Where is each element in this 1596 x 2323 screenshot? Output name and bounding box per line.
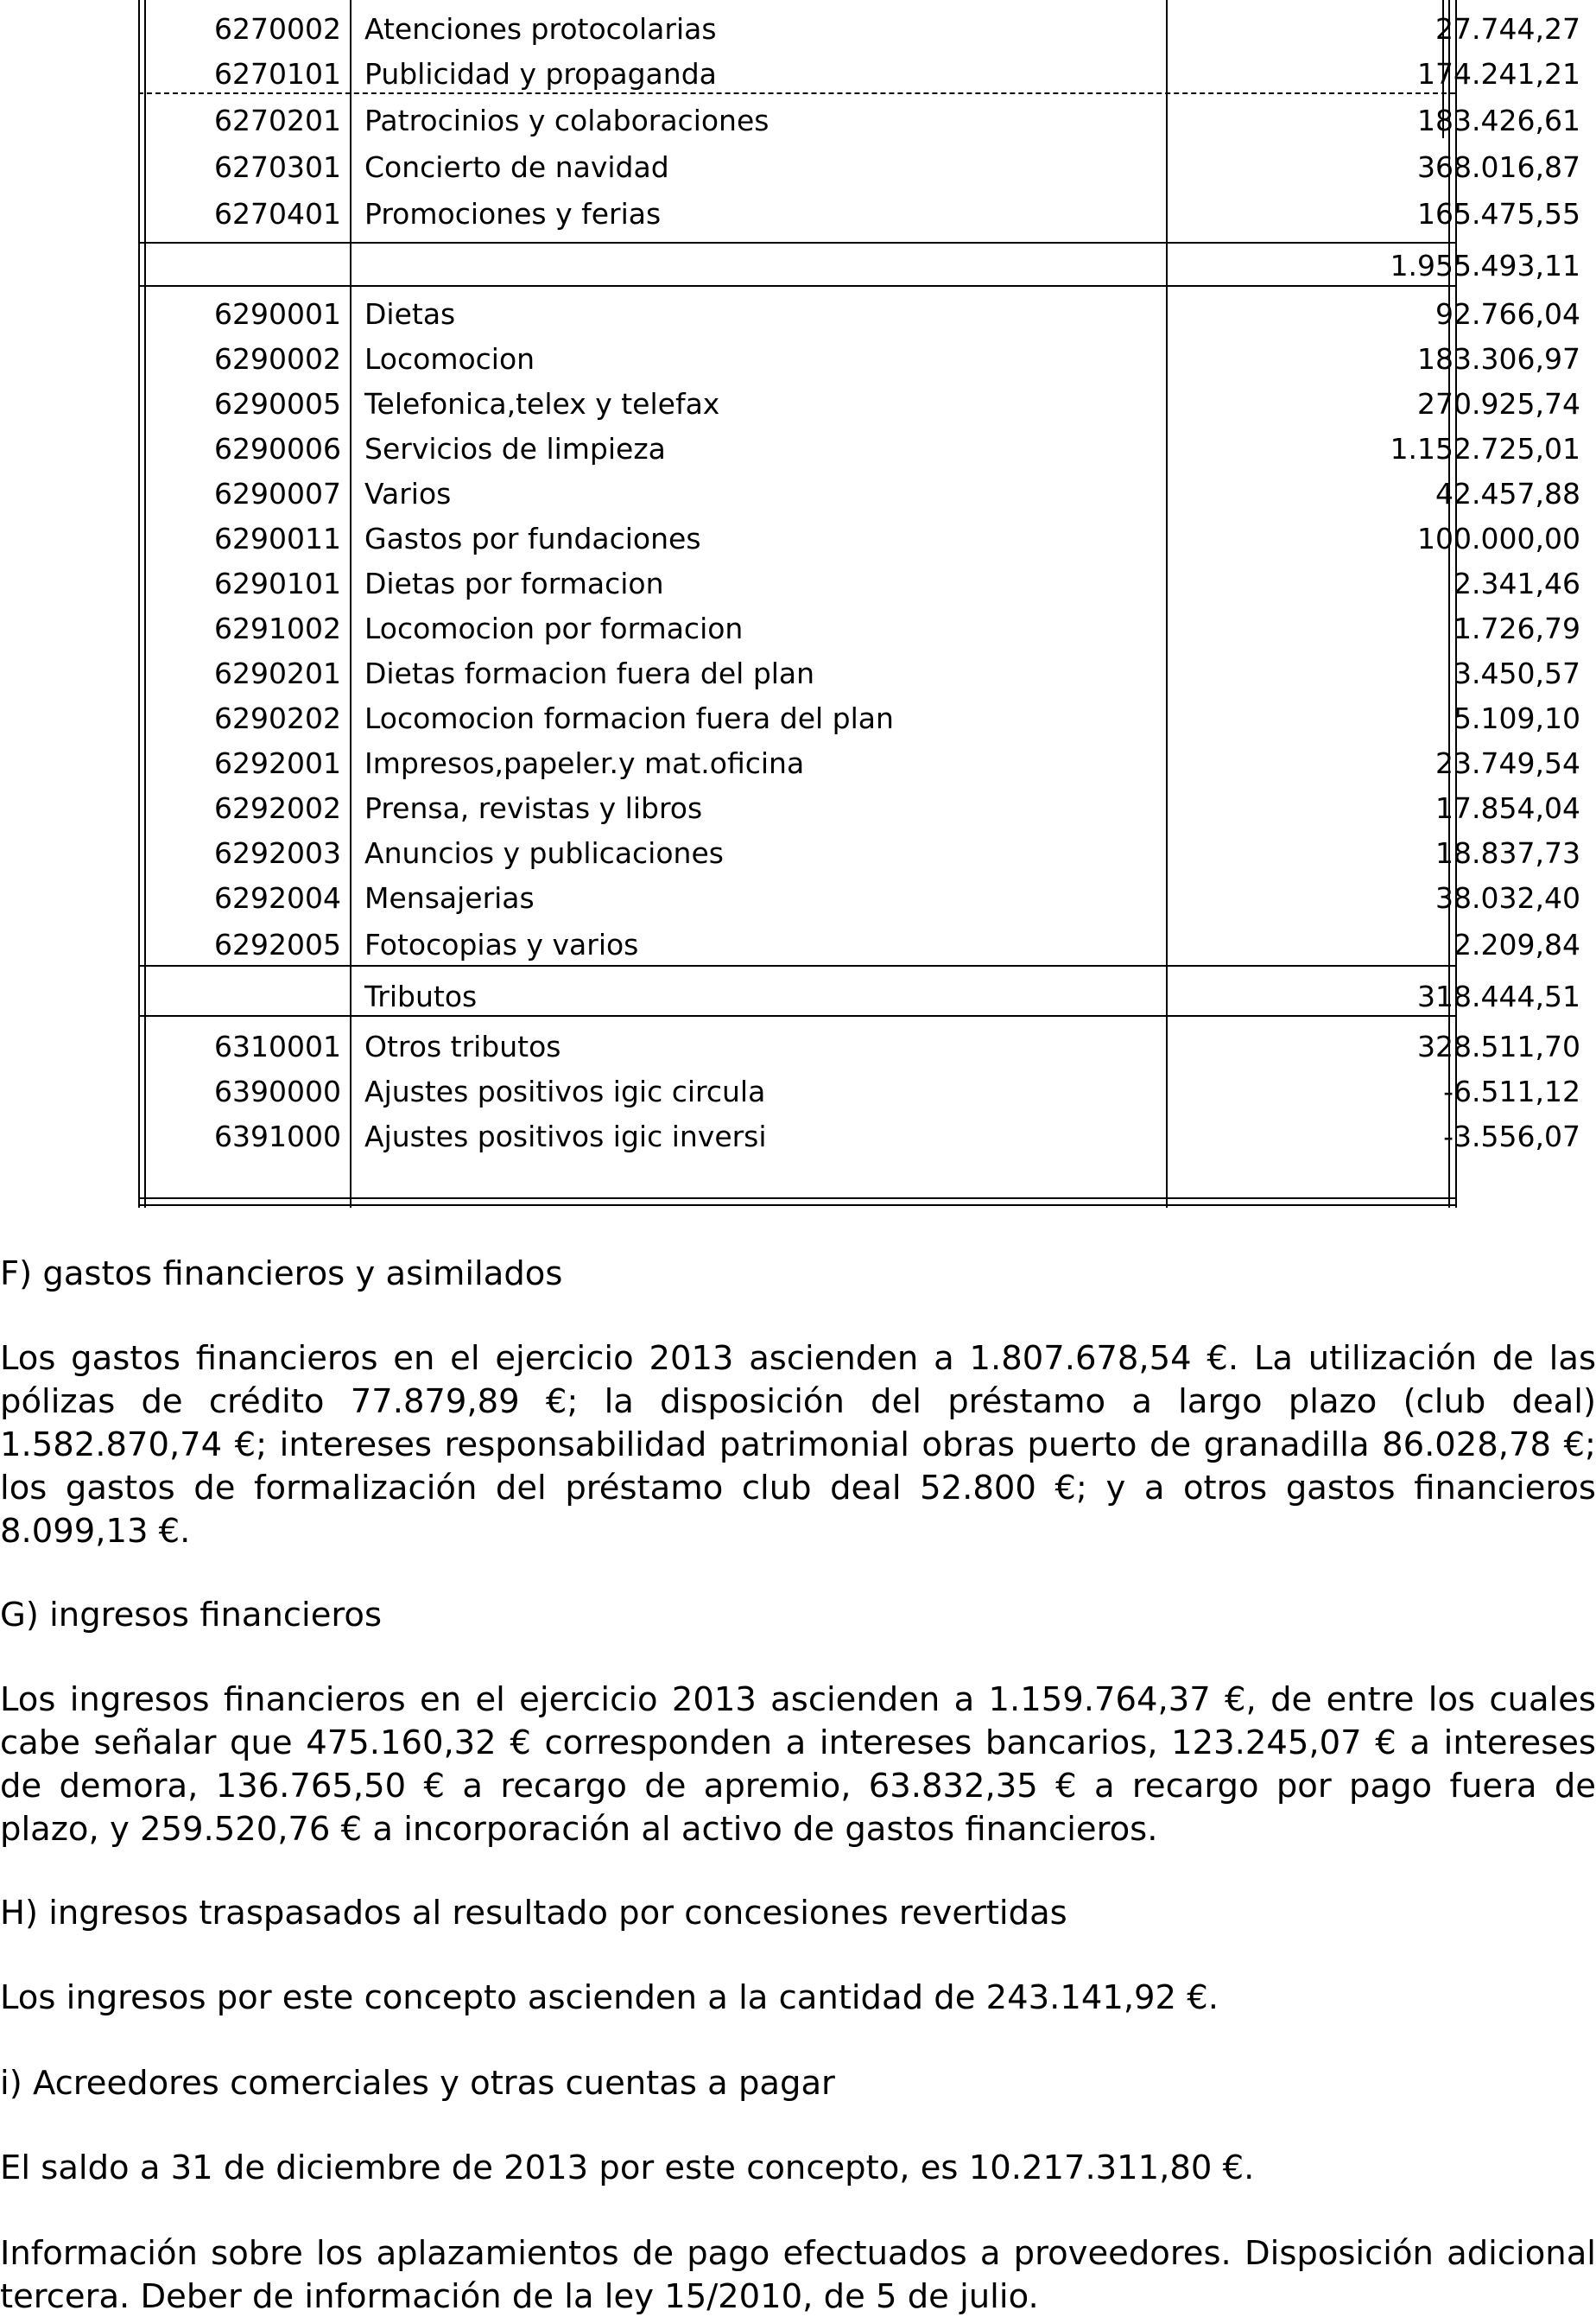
- table-row: [138, 98, 1580, 143]
- account-description: Otros tributos: [364, 1030, 561, 1063]
- table-row: [138, 382, 1580, 427]
- account-description: Mensajerias: [364, 881, 535, 915]
- account-amount: 2.341,46: [1454, 567, 1580, 600]
- table-row: [138, 1069, 1580, 1114]
- account-amount: 17.854,04: [1435, 791, 1580, 825]
- account-description: Locomocion formacion fuera del plan: [364, 701, 894, 735]
- account-amount: 368.016,87: [1417, 150, 1580, 184]
- account-code: 6292002: [214, 791, 341, 825]
- table-row: [138, 741, 1580, 786]
- account-description: Ajustes positivos igic circula: [364, 1075, 766, 1108]
- account-amount: 27.744,27: [1435, 12, 1580, 46]
- account-amount: 165.475,55: [1417, 197, 1580, 231]
- account-description: Dietas por formacion: [364, 567, 664, 600]
- table-row-subtotal: [138, 974, 1580, 1019]
- section-f-paragraph: Los gastos financieros en el ejercicio 2013 ascienden a 1.807.678,54 €. La utilización de las pólizas de crédito 77.879,89 €; la disposición del préstamo a largo plazo (club deal) 1.582.870,74 €; intereses responsabilidad patrimonial obras puerto de granadilla 86.028,78 €; los gastos de formalización del préstamo club deal 52.800 €; y a otros gastos financieros 8.099,13 €.: [0, 1339, 1596, 1551]
- table-row: [138, 7, 1580, 52]
- account-code: 6290011: [214, 522, 341, 555]
- account-code: 6292003: [214, 836, 341, 870]
- account-amount: 42.457,88: [1435, 477, 1580, 511]
- account-description: Dietas: [364, 297, 456, 331]
- account-code: 6310001: [214, 1030, 341, 1063]
- account-amount: 1.726,79: [1454, 612, 1580, 645]
- account-amount: 18.837,73: [1435, 836, 1580, 870]
- account-amount: 328.511,70: [1417, 1030, 1580, 1063]
- account-code: 6292004: [214, 881, 341, 915]
- account-code: 6290007: [214, 477, 341, 511]
- subtotal-amount: 318.444,51: [1417, 980, 1580, 1013]
- account-code: 6270301: [214, 150, 341, 184]
- account-description: Fotocopias y varios: [364, 928, 639, 962]
- account-code: 6270401: [214, 197, 341, 231]
- account-code: 6292005: [214, 928, 341, 962]
- section-g-paragraph: Los ingresos financieros en el ejercicio 2013 ascienden a 1.159.764,37 €, de entre los cuales cabe señalar que 475.160,32 € corresponden a intereses bancarios, 123.245,07 € a intereses de demora, 136.765,50 € a recargo de apremio, 63.832,35 € a recargo por pago fuera de plazo, y 259.520,76 € a incorporación al activo de gastos financieros.: [0, 1680, 1596, 1849]
- account-code: 6290005: [214, 387, 341, 421]
- table-row: [138, 1114, 1580, 1159]
- account-code: 6291002: [214, 612, 341, 645]
- section-i-heading: i) Acreedores comerciales y otras cuentas a pagar: [0, 2064, 835, 2103]
- account-description: Concierto de navidad: [364, 150, 669, 184]
- account-code: 6290202: [214, 701, 341, 735]
- table-row: [138, 292, 1580, 337]
- account-amount: 183.306,97: [1417, 342, 1580, 376]
- table-row: [138, 517, 1580, 562]
- account-description: Tributos: [364, 980, 478, 1013]
- supplier-payment-info-paragraph: Información sobre los aplazamientos de pago efectuados a proveedores. Disposición adicional tercera. Deber de información de la ley 15/2010, de 5 de julio.: [0, 2234, 1596, 2316]
- account-amount: 270.925,74: [1417, 387, 1580, 421]
- account-description: Publicidad y propaganda: [364, 57, 717, 91]
- section-f-heading: F) gastos financieros y asimilados: [0, 1254, 563, 1293]
- account-code: 6290002: [214, 342, 341, 376]
- account-amount: -3.556,07: [1443, 1120, 1580, 1153]
- account-description: Varios: [364, 477, 452, 511]
- account-amount: 3.450,57: [1454, 657, 1580, 690]
- account-amount: -6.511,12: [1443, 1075, 1580, 1108]
- table-row: [138, 337, 1580, 382]
- account-description: Promociones y ferias: [364, 197, 662, 231]
- table-row: [138, 562, 1580, 606]
- subtotal-amount: 1.955.493,11: [1390, 249, 1580, 282]
- table-row: [138, 52, 1580, 97]
- account-code: 6270101: [214, 57, 341, 91]
- account-description: Ajustes positivos igic inversi: [364, 1120, 767, 1153]
- account-code: 6270002: [214, 12, 341, 46]
- account-description: Dietas formacion fuera del plan: [364, 657, 815, 690]
- table-row: [138, 876, 1580, 921]
- table-row-subtotal: [138, 244, 1580, 289]
- table-row: [138, 606, 1580, 651]
- table-row: [138, 427, 1580, 472]
- account-amount: 38.032,40: [1435, 881, 1580, 915]
- table-row: [138, 923, 1580, 968]
- table-body: [138, 0, 1580, 1208]
- account-description: Atenciones protocolarias: [364, 12, 717, 46]
- account-description: Patrocinios y colaboraciones: [364, 104, 770, 137]
- account-description: Anuncios y publicaciones: [364, 836, 724, 870]
- account-code: 6290201: [214, 657, 341, 690]
- table-row: [138, 472, 1580, 517]
- account-description: Prensa, revistas y libros: [364, 791, 703, 825]
- account-description: Locomocion por formacion: [364, 612, 744, 645]
- account-amount: 174.241,21: [1417, 57, 1580, 91]
- table-row: [138, 786, 1580, 831]
- account-code: 6292001: [214, 746, 341, 780]
- account-code: 6290006: [214, 432, 341, 466]
- section-h-heading: H) ingresos traspasados al resultado por concesiones revertidas: [0, 1894, 1067, 1933]
- table-row: [138, 696, 1580, 741]
- account-amount: 2.209,84: [1454, 928, 1580, 962]
- account-code: 6270201: [214, 104, 341, 137]
- account-description: Telefonica,telex y telefax: [364, 387, 720, 421]
- account-amount: 100.000,00: [1417, 522, 1580, 555]
- account-code: 6290001: [214, 297, 341, 331]
- section-h-paragraph: Los ingresos por este concepto ascienden a la cantidad de 243.141,92 €.: [0, 1978, 1219, 2017]
- account-amount: 92.766,04: [1435, 297, 1580, 331]
- table-row: [138, 192, 1580, 237]
- account-amount: 1.152.725,01: [1390, 432, 1580, 466]
- account-description: Impresos,papeler.y mat.oficina: [364, 746, 805, 780]
- account-amount: 183.426,61: [1417, 104, 1580, 137]
- account-description: Gastos por fundaciones: [364, 522, 701, 555]
- table-row: [138, 145, 1580, 190]
- account-amount: 23.749,54: [1435, 746, 1580, 780]
- account-description: Locomocion: [364, 342, 535, 376]
- account-code: 6391000: [214, 1120, 341, 1153]
- account-code: 6290101: [214, 567, 341, 600]
- section-i-paragraph: El saldo a 31 de diciembre de 2013 por este concepto, es 10.217.311,80 €.: [0, 2148, 1255, 2187]
- account-amount: 5.109,10: [1454, 701, 1580, 735]
- table-row: [138, 831, 1580, 876]
- account-description: Servicios de limpieza: [364, 432, 666, 466]
- table-row: [138, 651, 1580, 696]
- account-code: 6390000: [214, 1075, 341, 1108]
- section-g-heading: G) ingresos financieros: [0, 1596, 382, 1634]
- table-row: [138, 1025, 1580, 1069]
